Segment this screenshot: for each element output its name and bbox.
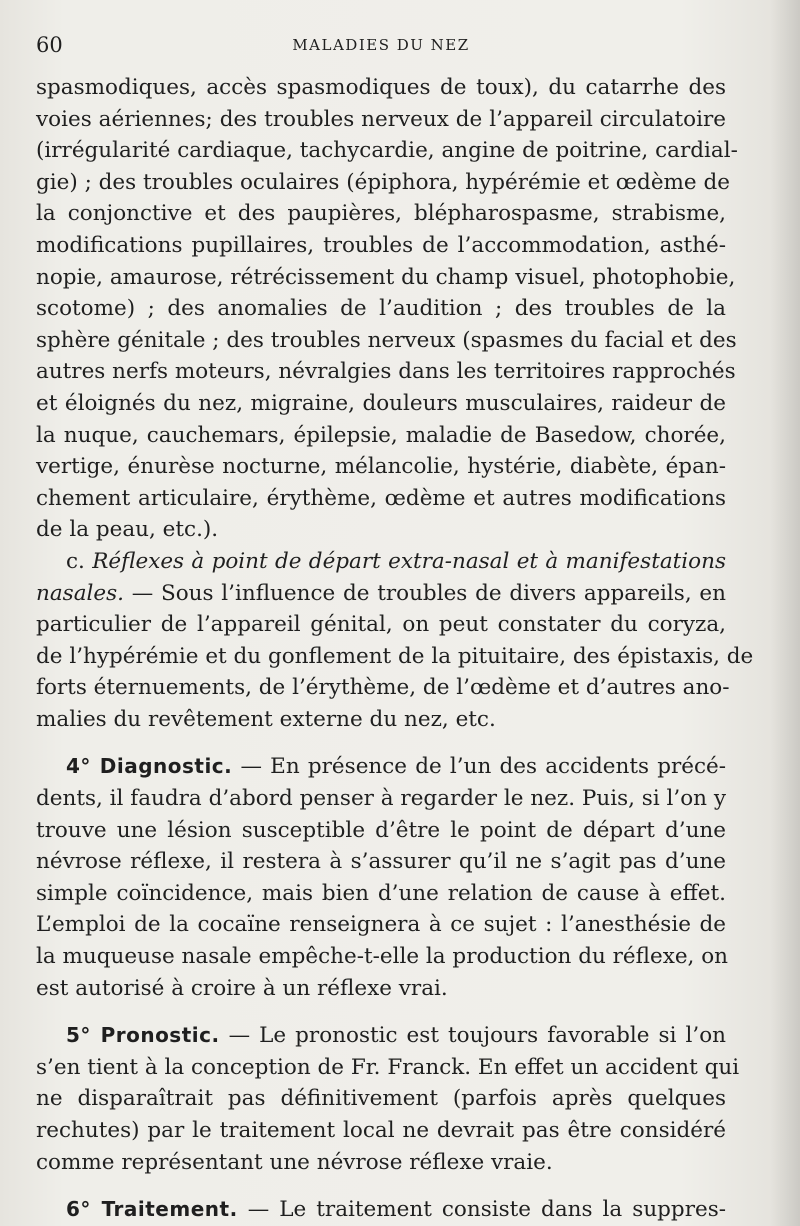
text-line: dents, il faudra d’abord penser à regarder le nez. Puis, si l’on y — [36, 786, 727, 812]
page-body — [36, 72, 754, 1226]
page-edge-shadow — [770, 0, 800, 1226]
section-first-line — [36, 751, 726, 783]
text-line: L’emploi de la cocaïne renseignera à ce sujet : l’anesthésie de — [36, 912, 726, 938]
running-title: MALADIES DU NEZ — [292, 36, 470, 54]
section-gap — [36, 735, 726, 751]
paragraph-extra-nasal-reflexes — [36, 546, 754, 736]
text-line: rechutes) par le traitement local ne devrait pas être considéré — [36, 1118, 726, 1143]
text-line: est autorisé à croire à un réflexe vrai. — [36, 975, 448, 1001]
text-line: comme représentant une névrose réflexe vraie. — [36, 1149, 553, 1175]
text-line: autres nerfs moteurs, névralgies dans les territoires rapprochés — [36, 359, 736, 385]
text-line: forts éternuements, de l’érythème, de l’œdème et d’autres ano- — [36, 675, 730, 701]
section-gap — [36, 1178, 726, 1194]
section-traitement — [36, 1194, 726, 1226]
text-line — [36, 578, 726, 610]
text-line: la conjonctive et des paupières, blépharospasme, strabisme, — [36, 201, 726, 227]
text-line: modifications pupillaires, troubles de l’accommodation, asthé- — [36, 232, 726, 258]
section-pronostic — [36, 1020, 740, 1178]
subsection-italic-title-end: nasales. — [36, 580, 124, 606]
section-first-line — [36, 1194, 726, 1226]
text-line: ne disparaîtrait pas définitivement (parfois après quelques — [36, 1086, 726, 1112]
text-line: névrose réflexe, il restera à s’assurer qu’il ne s’agit pas d’une — [36, 849, 726, 875]
text-fragment: — Le pronostic est toujours favorable si l’on — [219, 1023, 726, 1049]
subsection-title-line — [36, 546, 726, 578]
text-line: et éloignés du nez, migraine, douleurs musculaires, raideur de — [36, 390, 726, 416]
paragraph-symptoms-list — [36, 72, 738, 546]
text-fragment: — En présence de l’un des accidents précé- — [232, 754, 726, 780]
text-line: malies du revêtement externe du nez, etc. — [36, 706, 496, 732]
text-line: voies aériennes; des troubles nerveux de l’appareil circulatoire — [36, 106, 726, 132]
section-heading-pronostic: 5° Pronostic. — [66, 1023, 220, 1048]
section-gap — [36, 1004, 726, 1020]
text-line: de l’hypérémie et du gonflement de la pituitaire, des épistaxis, de — [36, 643, 754, 669]
text-line: de la peau, etc.). — [36, 517, 219, 543]
section-diagnostic — [36, 751, 729, 1004]
section-first-line — [36, 1020, 726, 1052]
page-header — [36, 33, 726, 61]
text-line: gie) ; des troubles oculaires (épiphora, hypérémie et œdème de — [36, 169, 730, 195]
text-line: trouve une lésion susceptible d’être le point de départ d’une — [36, 817, 726, 843]
section-heading-diagnostic: 4° Diagnostic. — [66, 754, 233, 779]
subsection-italic-title: Réflexes à point de départ extra-nasal et à manifestations — [92, 548, 726, 574]
text-line: sphère génitale ; des troubles nerveux (spasmes du facial et des — [36, 327, 737, 353]
text-line: simple coïncidence, mais bien d’une relation de cause à effet. — [36, 880, 726, 906]
text-line: scotome) ; des anomalies de l’audition ; des troubles de la — [36, 296, 726, 322]
text-fragment: — Le traitement consiste dans la suppres- — [237, 1197, 726, 1223]
subsection-label: c. — [66, 548, 85, 574]
text-line: s’en tient à la conception de Fr. Franck. En effet un accident qui — [36, 1054, 740, 1080]
text-line: particulier de l’appareil génital, on peut constater du coryza, — [36, 612, 726, 638]
text-line: nopie, amaurose, rétrécissement du champ visuel, photophobie, — [36, 264, 736, 290]
text-fragment: — Sous l’influence de troubles de divers appareils, en — [123, 580, 726, 606]
page-number: 60 — [36, 33, 63, 57]
text-line: chement articulaire, érythème, œdème et autres modifications — [36, 485, 726, 511]
text-line: vertige, énurèse nocturne, mélancolie, hystérie, diabète, épan- — [36, 454, 726, 480]
text-line: (irrégularité cardiaque, tachycardie, angine de poitrine, cardial- — [36, 138, 738, 164]
section-heading-traitement: 6° Traitement. — [66, 1197, 238, 1222]
text-line: la nuque, cauchemars, épilepsie, maladie de Basedow, chorée, — [36, 422, 726, 448]
text-line: spasmodiques, accès spasmodiques de toux), du catarrhe des — [36, 75, 726, 100]
text-line: la muqueuse nasale empêche-t-elle la production du réflexe, on — [36, 944, 729, 970]
